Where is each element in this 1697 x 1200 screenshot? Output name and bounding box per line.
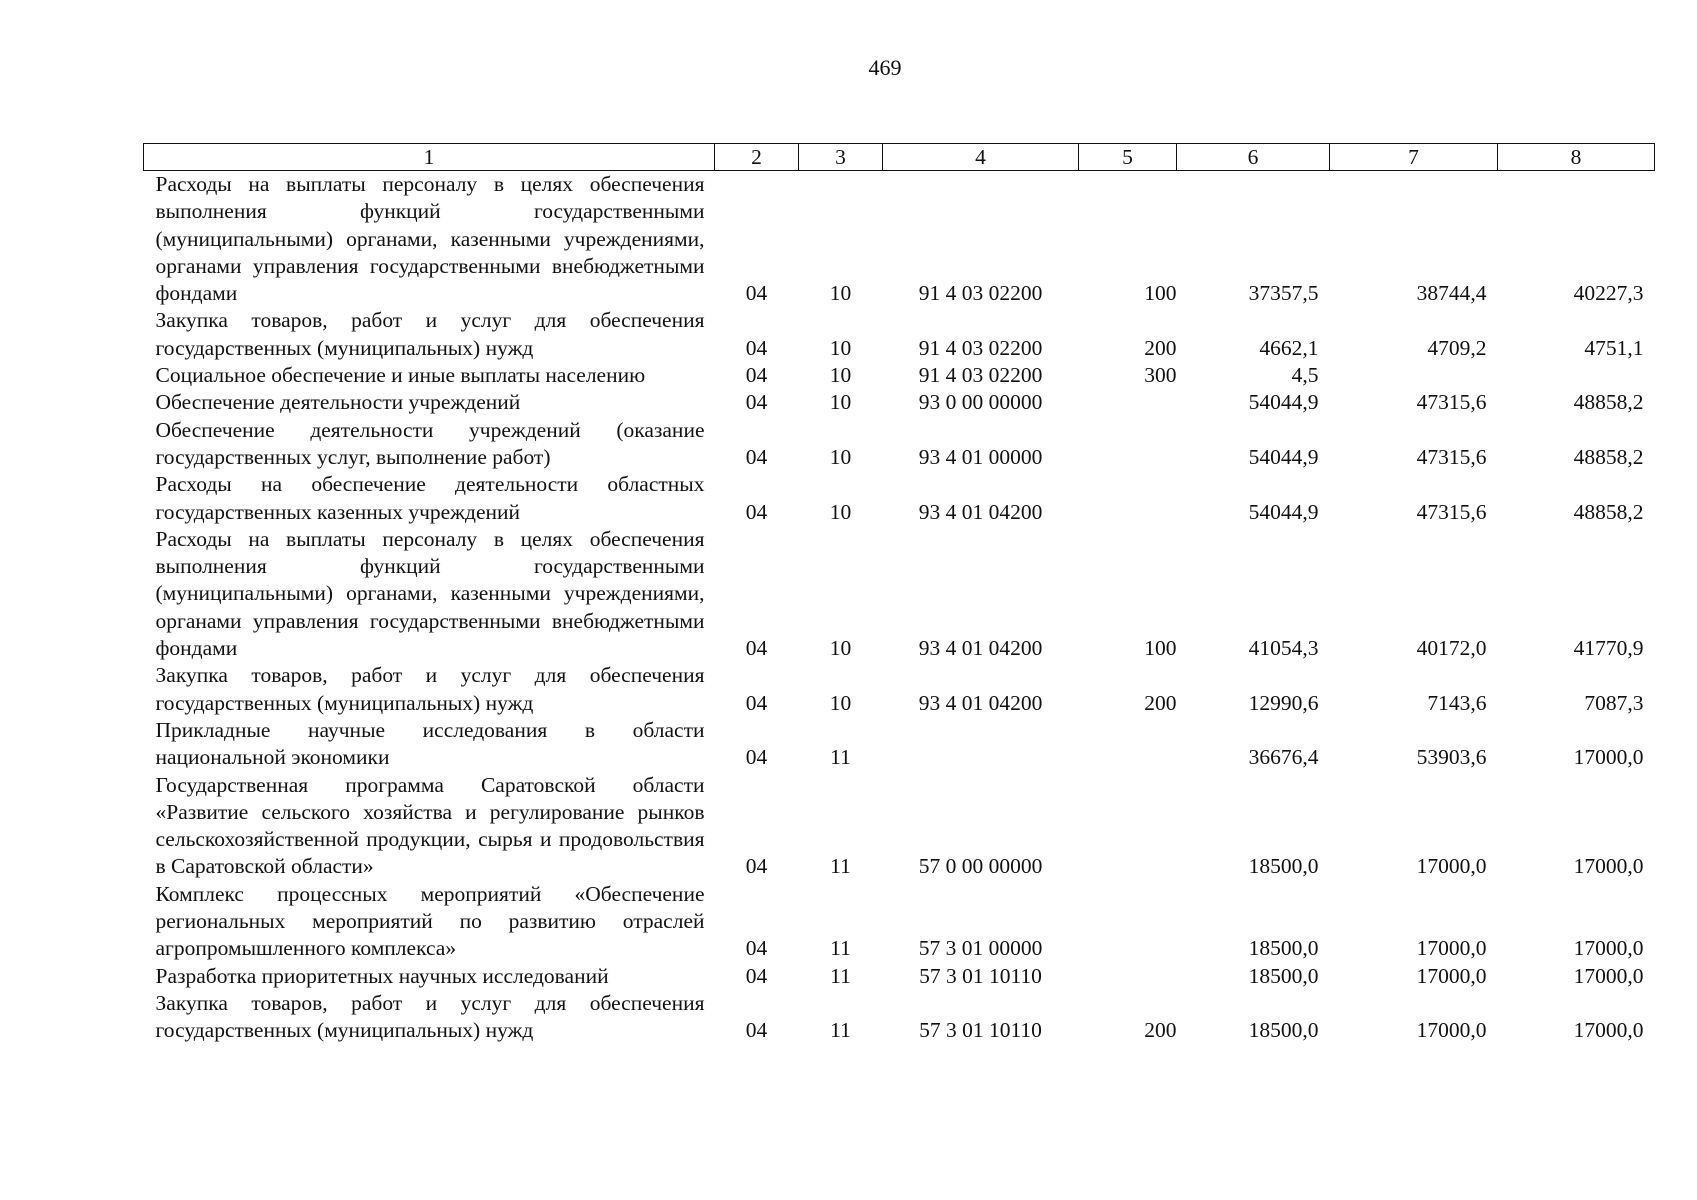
table-row: [144, 417, 1655, 472]
row-description: Обеспечение деятельности учреждений (оказание государственных услуг, выполнение работ): [155, 417, 705, 469]
expense-type-code: [1079, 772, 1177, 881]
section-code: 04: [745, 636, 768, 661]
row-description: Расходы на обеспечение деятельности областных государственных казенных учреждений: [155, 472, 705, 524]
expense-type-code: [1079, 963, 1177, 990]
amount-col-7: 38744,4: [1416, 281, 1487, 306]
table-row: [144, 963, 1655, 990]
section-code: 04: [745, 854, 768, 879]
amount-col-6: 18500,0: [1248, 1018, 1319, 1043]
amount-col-7: 17000,0: [1416, 936, 1487, 961]
subsection-code: 11: [830, 936, 851, 961]
subsection-code: 10: [829, 390, 852, 415]
target-article-code: 57 3 01 10110: [919, 963, 1042, 988]
amount-col-8: 17000,0: [1573, 1018, 1644, 1043]
target-article-code: 57 0 00 00000: [918, 854, 1043, 879]
row-description: Расходы на выплаты персоналу в целях обеспечения выполнения функций государственными (муниципальными) органами, казенными учреждениями, органами управления государственными внебюджетными фондами: [155, 172, 705, 306]
table-row: [144, 389, 1655, 416]
expense-type-code: 100: [1144, 636, 1177, 661]
page-number: 469: [868, 55, 902, 80]
amount-col-7: 47315,6: [1416, 499, 1487, 524]
target-article-code: 57 3 01 00000: [918, 936, 1043, 961]
subsection-code: 10: [829, 335, 852, 360]
table-row: [144, 772, 1655, 881]
expense-type-code: [1079, 417, 1177, 472]
subsection-code: 10: [829, 636, 852, 661]
row-description: Закупка товаров, работ и услуг для обеспечения государственных (муниципальных) нужд: [155, 990, 705, 1043]
amount-col-6: 41054,3: [1248, 636, 1319, 661]
section-code: 04: [745, 499, 768, 524]
section-code: 04: [745, 390, 768, 415]
amount-col-8: 48858,2: [1573, 390, 1644, 415]
subsection-code: 10: [829, 499, 852, 524]
amount-col-8: 17000,0: [1573, 745, 1644, 770]
subsection-code: 11: [830, 1018, 851, 1043]
amount-col-8: 48858,2: [1573, 499, 1644, 524]
section-code: 04: [745, 1018, 768, 1043]
table-row: [144, 881, 1655, 963]
target-article-code: 93 4 01 04200: [918, 499, 1043, 524]
amount-col-6: 12990,6: [1248, 690, 1319, 715]
amount-col-6: 18500,0: [1248, 854, 1319, 879]
subsection-code: 10: [829, 444, 852, 469]
amount-col-7: 17000,0: [1416, 854, 1487, 879]
amount-col-6: 18500,0: [1248, 936, 1319, 961]
row-description: Закупка товаров, работ и услуг для обеспечения государственных (муниципальных) нужд: [155, 308, 705, 360]
amount-col-8: 17000,0: [1573, 963, 1644, 988]
row-description: Разработка приоритетных научных исследований: [155, 963, 609, 988]
expense-type-code: 200: [1144, 1018, 1177, 1043]
amount-col-6: 54044,9: [1248, 444, 1319, 469]
amount-col-7: 17000,0: [1416, 963, 1487, 988]
amount-col-8: 48858,2: [1573, 444, 1644, 469]
amount-col-6: 37357,5: [1248, 281, 1319, 306]
amount-col-6: 54044,9: [1248, 499, 1319, 524]
column-header-4: 4: [883, 144, 1079, 171]
table-row: [144, 362, 1655, 389]
row-description: Социальное обеспечение и иные выплаты населению: [155, 363, 646, 388]
subsection-code: 11: [830, 963, 851, 988]
table-row: [144, 662, 1655, 717]
row-description: Государственная программа Саратовской области «Развитие сельского хозяйства и регулирование рынков сельскохозяйственной продукции, сырья и продовольствия в Саратовской области»: [155, 772, 705, 879]
expense-type-code: 300: [1144, 363, 1177, 388]
table-row: [144, 526, 1655, 662]
row-description: Расходы на выплаты персоналу в целях обеспечения выполнения функций государственными (муниципальными) органами, казенными учреждениями, органами управления государственными внебюджетными фондами: [155, 526, 705, 661]
table-body: [144, 171, 1655, 1045]
section-code: 04: [745, 363, 768, 388]
amount-col-6: 36676,4: [1248, 745, 1319, 770]
table-row: [144, 990, 1655, 1045]
target-article-code: 57 3 01 10110: [919, 1018, 1042, 1043]
amount-col-7: 7143,6: [1427, 690, 1487, 715]
amount-col-6: 4662,1: [1259, 335, 1319, 360]
row-description: Закупка товаров, работ и услуг для обеспечения государственных (муниципальных) нужд: [155, 663, 705, 715]
amount-col-8: 4751,1: [1584, 335, 1644, 360]
expense-type-code: [1079, 717, 1177, 772]
subsection-code: 10: [829, 363, 852, 388]
table-row: [144, 171, 1655, 308]
target-article-code: 93 4 01 00000: [918, 444, 1043, 469]
table-row: [144, 717, 1655, 772]
section-code: 04: [745, 444, 768, 469]
section-code: 04: [745, 690, 768, 715]
section-code: 04: [745, 963, 768, 988]
column-header-3: 3: [799, 144, 883, 171]
expense-type-code: [1079, 881, 1177, 963]
expense-type-code: 200: [1144, 335, 1177, 360]
amount-col-7: [1330, 362, 1498, 389]
column-header-6: 6: [1177, 144, 1330, 171]
column-header-5: 5: [1079, 144, 1177, 171]
target-article-code: 91 4 03 02200: [918, 335, 1043, 360]
section-code: 04: [745, 335, 768, 360]
subsection-code: 10: [829, 281, 852, 306]
table-row: [144, 471, 1655, 526]
amount-col-6: 54044,9: [1248, 390, 1319, 415]
budget-table: [143, 143, 1655, 1045]
target-article-code: 93 4 01 04200: [918, 636, 1043, 661]
amount-col-8: [1498, 362, 1655, 389]
target-article-code: 93 4 01 04200: [918, 690, 1043, 715]
amount-col-7: 47315,6: [1416, 444, 1487, 469]
table-header: [144, 144, 1655, 171]
header-row: [144, 144, 1655, 171]
column-header-7: 7: [1330, 144, 1498, 171]
amount-col-6: 18500,0: [1248, 963, 1319, 988]
target-article-code: [883, 717, 1079, 772]
expense-type-code: [1079, 389, 1177, 416]
subsection-code: 11: [830, 854, 851, 879]
amount-col-7: 17000,0: [1416, 1018, 1487, 1043]
amount-col-8: 40227,3: [1573, 281, 1644, 306]
section-code: 04: [745, 281, 768, 306]
row-description: Обеспечение деятельности учреждений: [155, 390, 521, 415]
amount-col-8: 17000,0: [1573, 854, 1644, 879]
target-article-code: 91 4 03 02200: [918, 281, 1043, 306]
target-article-code: 91 4 03 02200: [918, 363, 1043, 388]
section-code: 04: [745, 745, 768, 770]
amount-col-7: 40172,0: [1416, 636, 1487, 661]
amount-col-6: 4,5: [1291, 363, 1319, 388]
subsection-code: 10: [829, 690, 852, 715]
column-header-8: 8: [1498, 144, 1655, 171]
column-header-2: 2: [715, 144, 799, 171]
amount-col-8: 41770,9: [1573, 636, 1644, 661]
amount-col-8: 7087,3: [1584, 690, 1644, 715]
amount-col-7: 53903,6: [1416, 745, 1487, 770]
table-row: [144, 307, 1655, 362]
expense-type-code: 200: [1144, 690, 1177, 715]
row-description: Прикладные научные исследования в области национальной экономики: [155, 717, 705, 770]
amount-col-7: 4709,2: [1427, 335, 1487, 360]
expense-type-code: 100: [1144, 281, 1177, 306]
amount-col-7: 47315,6: [1416, 390, 1487, 415]
section-code: 04: [745, 936, 768, 961]
subsection-code: 11: [830, 745, 851, 770]
row-description: Комплекс процессных мероприятий «Обеспечение региональных мероприятий по развитию отраслей агропромышленного комплекса»: [155, 881, 705, 961]
target-article-code: 93 0 00 00000: [918, 390, 1043, 415]
column-header-1: 1: [144, 144, 715, 171]
expense-type-code: [1079, 471, 1177, 526]
amount-col-8: 17000,0: [1573, 936, 1644, 961]
